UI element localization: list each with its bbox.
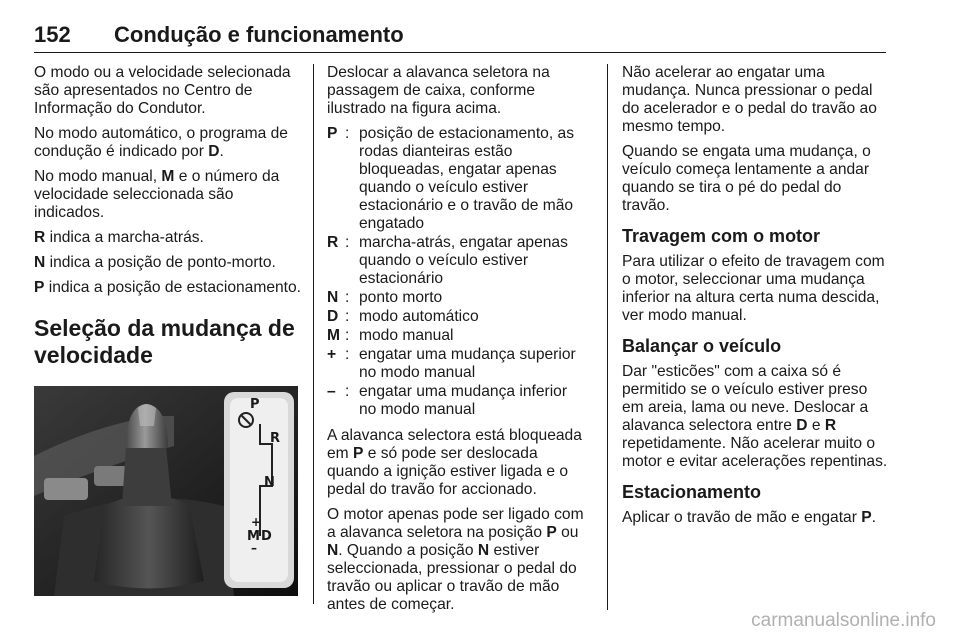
paragraph: Deslocar a alavanca seletora na passagem de caixa, conforme ilustrado na figura acima. bbox=[327, 64, 550, 117]
gear-key: D bbox=[327, 308, 339, 325]
definition-item bbox=[327, 289, 587, 307]
text: . bbox=[219, 143, 224, 160]
paragraph bbox=[622, 363, 890, 471]
label-minus: – bbox=[251, 541, 257, 555]
minus-icon: – bbox=[327, 383, 336, 400]
column-2 bbox=[327, 64, 587, 621]
gear-key: P bbox=[34, 279, 45, 296]
page-header bbox=[34, 22, 886, 53]
column-1 bbox=[34, 64, 302, 385]
paragraph bbox=[34, 168, 302, 222]
gear-key: D bbox=[796, 417, 808, 434]
colon: : bbox=[345, 383, 350, 400]
text: indica a posição de ponto-morto. bbox=[45, 254, 276, 271]
gear-key: N bbox=[327, 542, 339, 559]
subheading: Travagem com o motor bbox=[622, 226, 821, 246]
text: indica a marcha-atrás. bbox=[45, 229, 204, 246]
gear-key: N bbox=[327, 289, 339, 306]
section-heading: Seleção da mudança de velocidade bbox=[34, 315, 295, 368]
label-m: M bbox=[247, 529, 260, 544]
gear-key: R bbox=[34, 229, 46, 246]
gear-key: R bbox=[824, 417, 837, 434]
colon: : bbox=[345, 327, 350, 344]
text: No modo manual, bbox=[34, 168, 162, 185]
gear-key: N bbox=[34, 254, 46, 271]
plus-icon: + bbox=[327, 346, 337, 363]
definition-item bbox=[327, 383, 587, 419]
text: repetidamente. Não acelerar muito o motor e evitar acelerações repentinas. bbox=[622, 435, 888, 470]
text: e o número da velocidade seleccionada são indicados. bbox=[34, 168, 280, 221]
paragraph bbox=[34, 254, 302, 272]
watermark: carmanualsonline.info bbox=[751, 610, 936, 631]
gear-key: P bbox=[327, 125, 338, 142]
paragraph bbox=[34, 279, 302, 297]
gear-key: P bbox=[353, 445, 364, 462]
definition-text: ponto morto bbox=[359, 289, 443, 306]
definition-text: modo automático bbox=[359, 308, 479, 325]
text: . Quando a posição bbox=[338, 542, 478, 559]
paragraph: Para utilizar o efeito de travagem com o motor, seleccionar uma mudança inferior na altura certa numa descida, ver modo manual. bbox=[622, 253, 885, 324]
text: Aplicar o travão de mão e engatar bbox=[622, 509, 862, 526]
paragraph bbox=[34, 125, 302, 161]
colon: : bbox=[345, 125, 350, 142]
text: O motor apenas pode ser ligado com a alavanca seletora na posição bbox=[327, 506, 584, 541]
definition-text: engatar uma mudança inferior no modo manual bbox=[359, 383, 568, 418]
gear-key: M bbox=[161, 168, 175, 185]
definition-text: modo manual bbox=[359, 327, 454, 344]
colon: : bbox=[345, 346, 350, 363]
text: A alavanca selectora está bloqueada em bbox=[327, 427, 582, 462]
definition-item bbox=[327, 346, 587, 382]
paragraph: O modo ou a velocidade selecionada são apresentados no Centro de Informação do Condutor. bbox=[34, 64, 291, 117]
definition-item bbox=[327, 327, 587, 345]
gear-key: M bbox=[327, 327, 340, 344]
label-p: P bbox=[250, 397, 260, 412]
subheading: Balançar o veículo bbox=[622, 336, 782, 356]
paragraph bbox=[622, 509, 890, 527]
section-title: Condução e funcionamento bbox=[114, 22, 404, 47]
paragraph bbox=[327, 427, 587, 499]
text: ou bbox=[556, 524, 579, 541]
text: e bbox=[807, 417, 825, 434]
gear-key: N bbox=[477, 542, 490, 559]
definition-item bbox=[327, 234, 587, 288]
column-divider-1 bbox=[313, 64, 314, 604]
gear-lever-illustration bbox=[34, 386, 298, 596]
definition-item bbox=[327, 125, 587, 233]
gear-key: P bbox=[861, 509, 872, 526]
subheading: Estacionamento bbox=[622, 482, 762, 502]
paragraph: Quando se engata uma mudança, o veículo começa lentamente a andar quando se tira o pé do pedal do travão. bbox=[622, 143, 871, 214]
label-d: D bbox=[261, 529, 272, 544]
definition-text: engatar uma mudança superior no modo manual bbox=[359, 346, 576, 381]
text: e só pode ser deslocada quando a ignição estiver ligada e o pedal do travão for accionado. bbox=[327, 445, 569, 498]
text: Dar "esticões" com a caixa só é permitido se o veículo estiver preso em areia, lama ou neve. Deslocar a alavanca selectora entre bbox=[622, 363, 869, 434]
column-divider-2 bbox=[607, 64, 608, 610]
colon: : bbox=[345, 308, 350, 325]
gear-definition-list bbox=[327, 125, 587, 419]
definition-text: posição de estacionamento, as rodas dianteiras estão bloqueadas, engatar apenas quando o veículo estiver estacionário e o travão de mão engatado bbox=[359, 125, 574, 232]
text: indica a posição de estacionamento. bbox=[44, 279, 302, 296]
text: No modo automático, o programa de condução é indicado por bbox=[34, 125, 288, 160]
paragraph: Não acelerar ao engatar uma mudança. Nunca pressionar o pedal do acelerador e o pedal do travão ao mesmo tempo. bbox=[622, 64, 877, 135]
gear-key: P bbox=[546, 524, 557, 541]
paragraph bbox=[34, 229, 302, 247]
gear-selector-figure bbox=[34, 386, 298, 596]
text: estiver seleccionada, pressionar o pedal do travão ou aplicar o travão de mão antes de começar. bbox=[327, 542, 577, 613]
column-3 bbox=[622, 64, 890, 534]
label-r: R bbox=[270, 431, 281, 446]
label-n: N bbox=[264, 475, 275, 490]
page-number: 152 bbox=[34, 22, 71, 47]
colon: : bbox=[345, 289, 350, 306]
colon: : bbox=[345, 234, 350, 251]
gear-key: R bbox=[327, 234, 339, 251]
paragraph bbox=[327, 506, 587, 614]
gear-key: D bbox=[208, 143, 220, 160]
definition-item bbox=[327, 308, 587, 326]
label-plus: + bbox=[251, 515, 262, 529]
definition-text: marcha-atrás, engatar apenas quando o veículo estiver estacionário bbox=[359, 234, 568, 287]
text: . bbox=[871, 509, 876, 526]
